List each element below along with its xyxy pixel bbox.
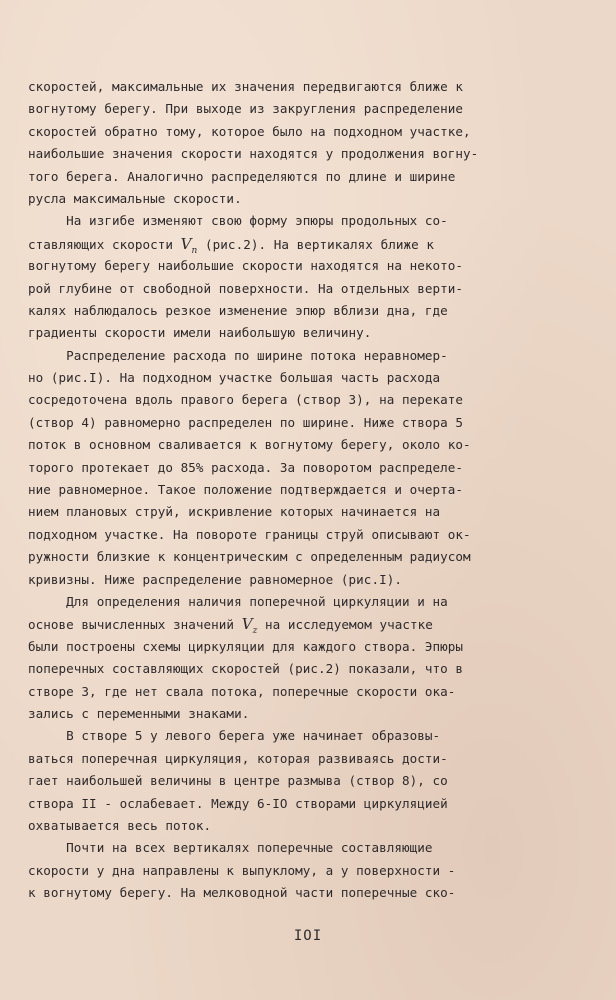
text-line-8-before: ставляющих скорости: [28, 236, 181, 252]
text-line-3: скоростей обратно тому, которое было на подходном участке,: [28, 123, 471, 139]
text-line-17: поток в основном сваливается к вогнутому берегу, около ко-: [28, 437, 471, 453]
text-line-32: гает наибольшей величины в центре размыва (створ 8), со: [28, 773, 448, 789]
body-text: [28, 76, 588, 904]
text-line-26: были построены схемы циркуляции для каждого створа. Эпюры: [28, 638, 464, 654]
text-line-4: наибольшие значения скорости находятся у продолжения вогну-: [28, 146, 479, 162]
text-line-24: Для определения наличия поперечной циркуляции и на: [28, 593, 448, 609]
page-number: IOI: [293, 928, 323, 944]
text-line-25-before: основе вычисленных значений: [28, 617, 242, 633]
text-line-34: охватывается весь поток.: [28, 817, 212, 833]
text-line-7: На изгибе изменяют свою форму эпюры продольных со-: [28, 213, 448, 229]
text-line-30: В створе 5 у левого берега уже начинает образовы-: [28, 728, 441, 744]
transverse-velocity-subscript: z: [252, 626, 258, 637]
text-line-28: створе 3, где нет свала потока, поперечные скорости ока-: [28, 683, 456, 699]
text-line-20: нием плановых струй, искривление которых начинается на: [28, 504, 441, 520]
text-line-31: ваться поперечная циркуляция, которая развиваясь дости-: [28, 750, 448, 766]
text-line-8-after: (рис.2). На вертикалях ближе к: [197, 236, 435, 252]
transverse-velocity-symbol: V: [241, 615, 253, 634]
text-line-2: вогнутому берегу. При выходе из закругления распределение: [28, 101, 464, 117]
text-line-21: подходном участке. На повороте границы струй описывают ок-: [28, 526, 471, 542]
text-line-10: рой глубине от свободной поверхности. На отдельных верти-: [28, 280, 464, 296]
text-line-19: ние равномерное. Такое положение подтверждается и очерта-: [28, 482, 464, 498]
text-line-8: [28, 233, 588, 255]
text-line-29: зались с переменными знаками.: [28, 705, 250, 721]
text-line-1: скоростей, максимальные их значения передвигаются ближе к: [28, 79, 464, 94]
text-line-37: к вогнутому берегу. На мелководной части поперечные ско-: [28, 885, 456, 901]
text-line-6: русла максимальные скорости.: [28, 190, 242, 206]
text-line-25: [28, 613, 588, 635]
text-line-13: Распределение расхода по ширине потока неравномер-: [28, 347, 448, 363]
text-line-22: ружности близкие к концентрическим с определенным радиусом: [28, 549, 471, 565]
text-line-27: поперечных составляющих скоростей (рис.2) показали, что в: [28, 661, 464, 677]
text-line-36: скорости у дна направлены к выпуклому, а у поверхности -: [28, 862, 456, 878]
text-line-23: кривизны. Ниже распределение равномерное (рис.I).: [28, 571, 402, 587]
text-line-16: (створ 4) равномерно распределен по ширине. Ниже створа 5: [28, 414, 464, 430]
text-line-33: створа II - ослабевает. Между 6-IO створами циркуляцией: [28, 795, 448, 811]
text-line-18: торого протекает до 85% расхода. За поворотом распределе-: [28, 459, 464, 475]
text-line-12: градиенты скорости имели наибольшую величину.: [28, 325, 372, 341]
velocity-subscript: n: [191, 245, 198, 256]
text-line-25-after: на исследуемом участке: [257, 617, 433, 633]
text-line-9: вогнутому берегу наибольшие скорости находятся на некото-: [28, 258, 464, 274]
text-line-14: но (рис.I). На подходном участке большая часть расхода: [28, 370, 441, 386]
text-line-35: Почти на всех вертикалях поперечные составляющие: [28, 840, 433, 856]
text-line-5: того берега. Аналогично распределяются по длине и ширине: [28, 168, 456, 184]
text-line-11: калях наблюдалось резкое изменение эпюр вблизи дна, где: [28, 302, 448, 318]
velocity-symbol: V: [180, 234, 192, 253]
text-line-15: сосредоточена вдоль правого берега (створ 3), на перекате: [28, 392, 464, 408]
